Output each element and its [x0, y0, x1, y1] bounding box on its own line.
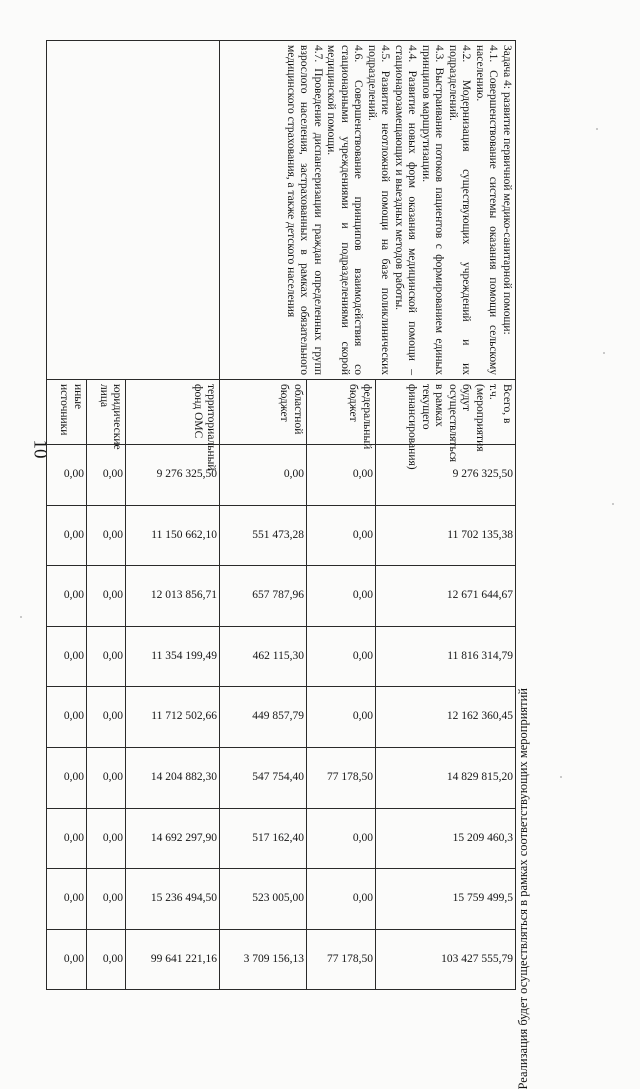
value-text: 0,00: [103, 589, 124, 602]
value-cell: [220, 869, 307, 930]
value-cell: [126, 626, 220, 687]
funding-source: областной бюджет: [220, 380, 307, 445]
value-text: 0,00: [352, 649, 373, 662]
value-cell: [126, 747, 220, 808]
value-text: 0,00: [63, 649, 84, 662]
task-item: 4.5. Развитие неотложной помощи на базе поликлинических подразделений.: [366, 45, 392, 375]
value-text: 0,00: [63, 468, 84, 481]
empty-cell: [47, 41, 87, 380]
table-row: [86, 41, 126, 990]
value-text: 0,00: [103, 892, 124, 905]
value-text: 15 209 460,3: [452, 831, 513, 844]
funding-source: Всего, в т.ч. (мероприятия будут осуществляться в рамках текущего финансирования): [375, 380, 515, 445]
value-text: 0,00: [352, 468, 373, 481]
value-text: 657 787,96: [252, 589, 304, 602]
value-cell: [375, 808, 515, 869]
value-cell: [126, 687, 220, 748]
value-text: 15 759 499,5: [452, 892, 513, 905]
empty-cell: [86, 41, 126, 380]
value-cell: [306, 687, 375, 748]
value-text: 14 204 882,30: [151, 771, 218, 784]
value-cell: [86, 747, 126, 808]
value-cell: [47, 687, 87, 748]
value-cell-total: [86, 929, 126, 990]
scan-speck: [20, 616, 22, 618]
value-cell: [220, 505, 307, 566]
funding-source: иные источники: [47, 380, 87, 445]
value-cell: [220, 747, 307, 808]
value-text: 0,00: [103, 831, 124, 844]
scan-speck: [612, 503, 614, 505]
value-text: 12 162 360,45: [446, 710, 513, 723]
value-text: 0,00: [283, 468, 304, 481]
value-text: 0,00: [103, 649, 124, 662]
task-item: 4.2. Модернизация существующих учреждений и их подразделений.: [447, 45, 473, 375]
value-text: 12 013 856,71: [151, 589, 218, 602]
value-cell: [220, 566, 307, 627]
value-cell: [220, 626, 307, 687]
value-cell: [86, 869, 126, 930]
value-text: 11 702 135,38: [447, 528, 513, 541]
value-cell: [375, 445, 515, 506]
value-cell: [86, 808, 126, 869]
task-item: 4.3. Выстраивание потоков пациентов с формированием единых принципов маршрутизации.: [420, 45, 446, 375]
value-cell: [306, 869, 375, 930]
table-row: [47, 41, 87, 990]
value-cell: [220, 687, 307, 748]
value-cell: [306, 566, 375, 627]
value-text: 0,00: [103, 710, 124, 723]
value-cell: [306, 505, 375, 566]
value-text: 0,00: [352, 528, 373, 541]
value-text: 0,00: [352, 589, 373, 602]
value-cell: [47, 566, 87, 627]
value-text: 12 671 644,67: [446, 589, 513, 602]
value-text: 0,00: [63, 589, 84, 602]
task-title: Задача 4: развитие первичной медико-санитарной помощи:: [501, 45, 513, 335]
value-cell: [126, 566, 220, 627]
value-cell: [306, 808, 375, 869]
value-cell: [47, 505, 87, 566]
value-text: 0,00: [63, 771, 84, 784]
value-text: 0,00: [63, 892, 84, 905]
value-cell: [306, 445, 375, 506]
value-text: 0,00: [103, 468, 124, 481]
funding-source: юридические лица: [86, 380, 126, 445]
value-cell: [86, 566, 126, 627]
funding-source: федеральный бюджет: [306, 380, 375, 445]
value-text: 14 829 815,20: [446, 771, 513, 784]
value-text: 9 276 325,50: [156, 468, 218, 481]
value-cell: [220, 445, 307, 506]
value-text: 77 178,50: [326, 952, 373, 965]
value-cell: [126, 808, 220, 869]
budget-table: [46, 40, 516, 990]
value-text: 0,00: [63, 952, 84, 965]
scan-speck: [603, 352, 605, 354]
rotated-page: [46, 40, 516, 965]
value-text: 0,00: [63, 528, 84, 541]
value-cell: [375, 626, 515, 687]
task-description: [220, 41, 516, 380]
value-text: 0,00: [103, 771, 124, 784]
value-cell: [126, 869, 220, 930]
table-row: [375, 41, 515, 990]
funding-source: территориальный фонд ОМС: [126, 380, 220, 445]
value-text: 11 816 314,79: [447, 649, 513, 662]
value-cell: [86, 626, 126, 687]
value-cell: [375, 566, 515, 627]
value-text: 14 692 297,90: [151, 831, 218, 844]
value-text: 517 162,40: [252, 831, 304, 844]
value-text: 0,00: [103, 952, 124, 965]
task-item: 4.6. Совершенствование принципов взаимодействия со стационарными учреждениями и подразделениями скорой медицинской помощи.: [325, 45, 365, 375]
value-text: 0,00: [103, 528, 124, 541]
value-cell: [306, 626, 375, 687]
value-text: 462 115,30: [252, 649, 304, 662]
value-text: 3 709 156,13: [243, 952, 304, 965]
value-text: 0,00: [63, 710, 84, 723]
value-cell: [47, 808, 87, 869]
value-cell: [220, 808, 307, 869]
page-number: 10: [29, 439, 51, 459]
value-cell: [375, 687, 515, 748]
value-cell-total: [220, 929, 307, 990]
value-text: 103 427 555,79: [441, 952, 513, 965]
value-text: 449 857,79: [252, 710, 304, 723]
value-cell-total: [126, 929, 220, 990]
value-cell: [306, 747, 375, 808]
value-cell: [47, 747, 87, 808]
value-cell: [47, 626, 87, 687]
table-row: [126, 41, 220, 990]
value-text: 11 712 502,66: [151, 710, 218, 723]
value-cell: [86, 445, 126, 506]
value-text: 0,00: [352, 892, 373, 905]
value-cell: [375, 747, 515, 808]
scan-speck: [596, 128, 598, 130]
value-cell: [375, 505, 515, 566]
value-text: 0,00: [63, 831, 84, 844]
value-cell: [86, 505, 126, 566]
scan-speck: [560, 776, 562, 778]
value-text: 551 473,28: [252, 528, 304, 541]
value-cell: [47, 869, 87, 930]
value-cell: [86, 687, 126, 748]
value-text: 11 354 199,49: [151, 649, 218, 662]
value-text: 9 276 325,50: [452, 468, 513, 481]
value-cell: [126, 505, 220, 566]
value-text: 11 150 662,10: [151, 528, 218, 541]
value-text: 0,00: [352, 831, 373, 844]
value-text: 523 005,00: [252, 892, 304, 905]
value-cell-total: [375, 929, 515, 990]
value-text: 77 178,50: [326, 771, 373, 784]
footer-note: Реализация будет осуществляться в рамках соответствующих мероприятий: [516, 688, 530, 1089]
value-cell-total: [47, 929, 87, 990]
empty-cell: [126, 41, 220, 380]
value-text: 99 641 221,16: [151, 952, 218, 965]
task-item: 4.1. Совершенствование системы оказания помощи сельскому населению.: [474, 45, 500, 375]
value-text: 15 236 494,50: [151, 892, 218, 905]
value-text: 547 754,40: [252, 771, 304, 784]
value-cell-total: [306, 929, 375, 990]
task-item: 4.7. Проведение диспансеризации граждан определенных групп взрослого населения, застрахованных в рамках обязательного медицинского страхования, а также детского населения: [285, 45, 324, 375]
task-item: 4.4. Развитие новых форм оказания медицинской помощи – стационарозамещающих и выездных методов работы.: [393, 45, 419, 375]
value-cell: [47, 445, 87, 506]
value-text: 0,00: [352, 710, 373, 723]
value-cell: [375, 869, 515, 930]
